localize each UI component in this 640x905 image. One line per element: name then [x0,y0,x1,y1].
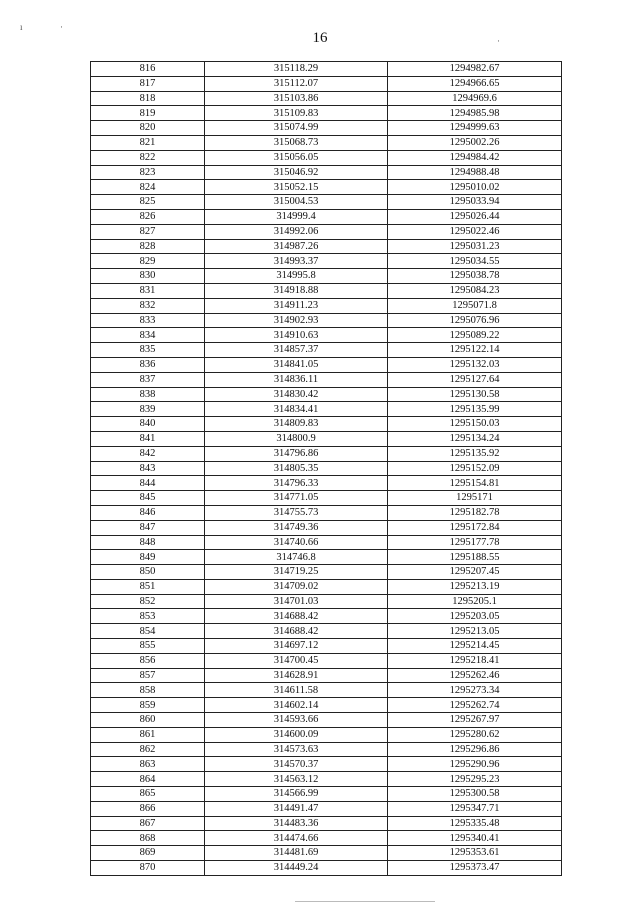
x-coordinate-cell: 315056.05 [205,150,388,165]
point-number-cell: 852 [91,594,205,609]
table-row [91,491,562,506]
table-row [91,713,562,728]
point-number-cell: 870 [91,861,205,876]
table-row [91,372,562,387]
y-coordinate-cell: 1295033.94 [388,195,562,210]
x-coordinate-cell: 314987.26 [205,239,388,254]
point-number-cell: 836 [91,357,205,372]
point-number-cell: 855 [91,639,205,654]
y-coordinate-cell: 1294969.6 [388,91,562,106]
point-number-cell: 844 [91,476,205,491]
point-number-cell: 869 [91,846,205,861]
table-row [91,106,562,121]
table-row [91,239,562,254]
y-coordinate-cell: 1295154.81 [388,476,562,491]
x-coordinate-cell: 314805.35 [205,461,388,476]
x-coordinate-cell: 314749.36 [205,520,388,535]
coordinates-table [90,61,562,876]
table-row [91,328,562,343]
y-coordinate-cell: 1295207.45 [388,565,562,580]
table-row [91,668,562,683]
table-row [91,801,562,816]
y-coordinate-cell: 1295340.41 [388,831,562,846]
y-coordinate-cell: 1295089.22 [388,328,562,343]
x-coordinate-cell: 314993.37 [205,254,388,269]
point-number-cell: 833 [91,313,205,328]
y-coordinate-cell: 1295335.48 [388,816,562,831]
x-coordinate-cell: 314830.42 [205,387,388,402]
point-number-cell: 824 [91,180,205,195]
table-row [91,505,562,520]
x-coordinate-cell: 314796.33 [205,476,388,491]
table-row [91,62,562,77]
point-number-cell: 820 [91,121,205,136]
point-number-cell: 838 [91,387,205,402]
point-number-cell: 860 [91,713,205,728]
y-coordinate-cell: 1295132.03 [388,357,562,372]
table-row [91,639,562,654]
point-number-cell: 848 [91,535,205,550]
point-number-cell: 863 [91,757,205,772]
point-number-cell: 828 [91,239,205,254]
scan-mark: · [497,36,500,46]
y-coordinate-cell: 1295071.8 [388,298,562,313]
x-coordinate-cell: 315052.15 [205,180,388,195]
y-coordinate-cell: 1295135.92 [388,446,562,461]
x-coordinate-cell: 314841.05 [205,357,388,372]
y-coordinate-cell: 1295134.24 [388,431,562,446]
table-row [91,742,562,757]
x-coordinate-cell: 314709.02 [205,579,388,594]
x-coordinate-cell: 314857.37 [205,343,388,358]
point-number-cell: 832 [91,298,205,313]
x-coordinate-cell: 314809.83 [205,417,388,432]
x-coordinate-cell: 314600.09 [205,727,388,742]
y-coordinate-cell: 1295171 [388,491,562,506]
x-coordinate-cell: 315046.92 [205,165,388,180]
point-number-cell: 816 [91,62,205,77]
table-row [91,283,562,298]
table-row [91,150,562,165]
table-row [91,565,562,580]
point-number-cell: 837 [91,372,205,387]
point-number-cell: 843 [91,461,205,476]
point-number-cell: 835 [91,343,205,358]
point-number-cell: 851 [91,579,205,594]
point-number-cell: 857 [91,668,205,683]
y-coordinate-cell: 1295300.58 [388,787,562,802]
point-number-cell: 862 [91,742,205,757]
y-coordinate-cell: 1295182.78 [388,505,562,520]
point-number-cell: 854 [91,624,205,639]
x-coordinate-cell: 314910.63 [205,328,388,343]
y-coordinate-cell: 1294988.48 [388,165,562,180]
x-coordinate-cell: 314836.11 [205,372,388,387]
point-number-cell: 846 [91,505,205,520]
x-coordinate-cell: 314570.37 [205,757,388,772]
scan-line [295,901,435,902]
y-coordinate-cell: 1295295.23 [388,772,562,787]
table-row [91,757,562,772]
coordinates-table-body [91,62,562,876]
table-row [91,461,562,476]
y-coordinate-cell: 1295150.03 [388,417,562,432]
x-coordinate-cell: 314483.36 [205,816,388,831]
table-row [91,653,562,668]
y-coordinate-cell: 1295031.23 [388,239,562,254]
table-row [91,209,562,224]
point-number-cell: 823 [91,165,205,180]
point-number-cell: 827 [91,224,205,239]
table-row [91,698,562,713]
point-number-cell: 858 [91,683,205,698]
point-number-cell: 825 [91,195,205,210]
x-coordinate-cell: 315068.73 [205,135,388,150]
x-coordinate-cell: 314719.25 [205,565,388,580]
x-coordinate-cell: 314771.05 [205,491,388,506]
y-coordinate-cell: 1295135.99 [388,402,562,417]
y-coordinate-cell: 1295213.05 [388,624,562,639]
x-coordinate-cell: 314474.66 [205,831,388,846]
table-row [91,609,562,624]
x-coordinate-cell: 314902.93 [205,313,388,328]
x-coordinate-cell: 314697.12 [205,639,388,654]
x-coordinate-cell: 314628.91 [205,668,388,683]
table-row [91,224,562,239]
y-coordinate-cell: 1295347.71 [388,801,562,816]
y-coordinate-cell: 1295002.26 [388,135,562,150]
x-coordinate-cell: 314611.58 [205,683,388,698]
table-row [91,535,562,550]
y-coordinate-cell: 1295084.23 [388,283,562,298]
page-number: 16 [312,30,328,46]
table-row [91,343,562,358]
point-number-cell: 819 [91,106,205,121]
y-coordinate-cell: 1295010.02 [388,180,562,195]
table-row [91,861,562,876]
y-coordinate-cell: 1295127.64 [388,372,562,387]
point-number-cell: 868 [91,831,205,846]
x-coordinate-cell: 314918.88 [205,283,388,298]
point-number-cell: 861 [91,727,205,742]
table-row [91,254,562,269]
y-coordinate-cell: 1295280.62 [388,727,562,742]
y-coordinate-cell: 1295296.86 [388,742,562,757]
point-number-cell: 829 [91,254,205,269]
y-coordinate-cell: 1295205.1 [388,594,562,609]
point-number-cell: 867 [91,816,205,831]
table-row [91,579,562,594]
table-row [91,180,562,195]
x-coordinate-cell: 314995.8 [205,269,388,284]
x-coordinate-cell: 314992.06 [205,224,388,239]
table-row [91,831,562,846]
y-coordinate-cell: 1294999.63 [388,121,562,136]
y-coordinate-cell: 1295213.19 [388,579,562,594]
table-row [91,417,562,432]
y-coordinate-cell: 1295267.97 [388,713,562,728]
y-coordinate-cell: 1295172.84 [388,520,562,535]
point-number-cell: 842 [91,446,205,461]
table-row [91,76,562,91]
x-coordinate-cell: 314740.66 [205,535,388,550]
y-coordinate-cell: 1294984.42 [388,150,562,165]
point-number-cell: 865 [91,787,205,802]
table-row [91,550,562,565]
table-row [91,520,562,535]
point-number-cell: 817 [91,76,205,91]
table-row [91,624,562,639]
table-row [91,476,562,491]
y-coordinate-cell: 1295262.46 [388,668,562,683]
y-coordinate-cell: 1295353.61 [388,846,562,861]
x-coordinate-cell: 314566.99 [205,787,388,802]
x-coordinate-cell: 314491.47 [205,801,388,816]
point-number-cell: 864 [91,772,205,787]
y-coordinate-cell: 1295034.55 [388,254,562,269]
x-coordinate-cell: 314911.23 [205,298,388,313]
table-row [91,91,562,106]
x-coordinate-cell: 315109.83 [205,106,388,121]
point-number-cell: 826 [91,209,205,224]
point-number-cell: 821 [91,135,205,150]
table-row [91,431,562,446]
x-coordinate-cell: 315004.53 [205,195,388,210]
y-coordinate-cell: 1295022.46 [388,224,562,239]
y-coordinate-cell: 1295262.74 [388,698,562,713]
y-coordinate-cell: 1295152.09 [388,461,562,476]
y-coordinate-cell: 1295203.05 [388,609,562,624]
point-number-cell: 856 [91,653,205,668]
x-coordinate-cell: 314563.12 [205,772,388,787]
table-row [91,727,562,742]
x-coordinate-cell: 315118.29 [205,62,388,77]
x-coordinate-cell: 315112.07 [205,76,388,91]
y-coordinate-cell: 1295122.14 [388,343,562,358]
point-number-cell: 818 [91,91,205,106]
table-row [91,846,562,861]
y-coordinate-cell: 1295373.47 [388,861,562,876]
point-number-cell: 847 [91,520,205,535]
table-row [91,594,562,609]
point-number-cell: 840 [91,417,205,432]
y-coordinate-cell: 1295038.78 [388,269,562,284]
point-number-cell: 845 [91,491,205,506]
scan-mark: · [60,22,63,32]
point-number-cell: 831 [91,283,205,298]
y-coordinate-cell: 1294985.98 [388,106,562,121]
x-coordinate-cell: 314449.24 [205,861,388,876]
table-row [91,683,562,698]
point-number-cell: 850 [91,565,205,580]
y-coordinate-cell: 1294982.67 [388,62,562,77]
x-coordinate-cell: 314800.9 [205,431,388,446]
scan-mark: ı [20,22,23,32]
y-coordinate-cell: 1295130.58 [388,387,562,402]
y-coordinate-cell: 1295177.78 [388,535,562,550]
x-coordinate-cell: 314481.69 [205,846,388,861]
table-row [91,787,562,802]
table-row [91,313,562,328]
y-coordinate-cell: 1295214.45 [388,639,562,654]
point-number-cell: 859 [91,698,205,713]
x-coordinate-cell: 314688.42 [205,624,388,639]
table-row [91,816,562,831]
point-number-cell: 866 [91,801,205,816]
point-number-cell: 841 [91,431,205,446]
y-coordinate-cell: 1295026.44 [388,209,562,224]
table-row [91,195,562,210]
point-number-cell: 839 [91,402,205,417]
table-row [91,121,562,136]
table-row [91,772,562,787]
point-number-cell: 849 [91,550,205,565]
y-coordinate-cell: 1294966.65 [388,76,562,91]
x-coordinate-cell: 314602.14 [205,698,388,713]
x-coordinate-cell: 314593.66 [205,713,388,728]
x-coordinate-cell: 314573.63 [205,742,388,757]
x-coordinate-cell: 314999.4 [205,209,388,224]
y-coordinate-cell: 1295218.41 [388,653,562,668]
point-number-cell: 830 [91,269,205,284]
point-number-cell: 822 [91,150,205,165]
x-coordinate-cell: 314755.73 [205,505,388,520]
table-row [91,298,562,313]
table-row [91,269,562,284]
y-coordinate-cell: 1295076.96 [388,313,562,328]
table-row [91,165,562,180]
x-coordinate-cell: 314834.41 [205,402,388,417]
x-coordinate-cell: 314701.03 [205,594,388,609]
x-coordinate-cell: 314746.8 [205,550,388,565]
point-number-cell: 834 [91,328,205,343]
x-coordinate-cell: 315074.99 [205,121,388,136]
point-number-cell: 853 [91,609,205,624]
table-row [91,357,562,372]
table-row [91,387,562,402]
x-coordinate-cell: 314796.86 [205,446,388,461]
x-coordinate-cell: 314688.42 [205,609,388,624]
y-coordinate-cell: 1295188.55 [388,550,562,565]
y-coordinate-cell: 1295273.34 [388,683,562,698]
y-coordinate-cell: 1295290.96 [388,757,562,772]
table-row [91,402,562,417]
x-coordinate-cell: 314700.45 [205,653,388,668]
table-row [91,446,562,461]
table-row [91,135,562,150]
x-coordinate-cell: 315103.86 [205,91,388,106]
